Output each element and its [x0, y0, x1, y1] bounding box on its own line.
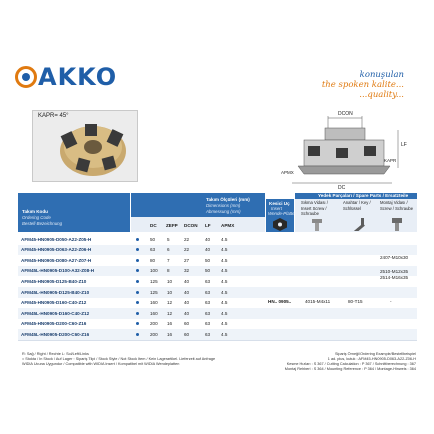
product-table — [18, 193, 417, 350]
mount-dash: - — [390, 299, 392, 304]
row-dc: 63 — [150, 247, 156, 253]
slogan-line-3: ...quality... — [359, 90, 404, 100]
stock-dot-icon — [136, 259, 139, 262]
footer-note-2: = Stokta / In Stock / Auf Lager ◦ Sipariş Tiipi / Stock Style / Not Stock Item / Kein Lagerartikel. Lieferzeit auf Anfrage — [22, 357, 216, 361]
row-zefp: 8 — [167, 268, 170, 274]
row-dcon: 40 — [184, 289, 190, 295]
row-apmx: 4.5 — [221, 300, 228, 306]
dims-title-tr: Takım Ölçüleri (mm) — [206, 197, 250, 202]
row-dc: 200 — [150, 321, 158, 327]
row-dcon: 22 — [184, 236, 190, 242]
brand-name: AKKO — [38, 63, 118, 91]
spare-parts-title: Yedek Parçaları / Spare Parts / Ersatzteile — [318, 193, 409, 198]
stock-dot-icon — [136, 312, 139, 315]
row-dc: 200 — [150, 331, 158, 337]
col-zefp: ZEFP — [166, 223, 178, 228]
insert-title-tr: Kesici Uç — [269, 201, 290, 206]
row-lf: 63 — [205, 300, 211, 306]
row-lf: 63 — [205, 331, 211, 337]
row-zefp: 10 — [167, 278, 173, 284]
row-code: AFM45L-HN0905-D125-B40-Z10 — [21, 289, 90, 295]
col-lf: LF — [205, 223, 211, 228]
row-dc: 125 — [150, 278, 158, 284]
diagram-apmx-label: APMX — [281, 170, 294, 175]
key-title: Anahtar / Key / Schlüssel — [343, 200, 371, 211]
insert-title-en: Insert — [271, 206, 282, 211]
code-title-de: Bestell-Bezeichnung — [22, 221, 63, 226]
screw-code: 4015-M4x11 — [305, 299, 331, 304]
row-code: AFM45L-HN0905-D160-C40-Z12 — [21, 310, 90, 316]
product-photo — [32, 110, 138, 182]
row-dcon: 60 — [184, 321, 190, 327]
insert-code: HN.. 0905.. — [268, 299, 292, 304]
row-code: AFM45-HN0905-D160-C40-Z12 — [21, 300, 87, 306]
diagram-dcon-label: DCON — [338, 111, 353, 117]
row-dcon: 40 — [184, 278, 190, 284]
row-dcon: 32 — [184, 268, 190, 274]
diagram-dc-label: DC — [338, 185, 346, 190]
row-apmx: 4.5 — [221, 331, 228, 337]
slogan-line-1: konuşulan — [359, 70, 404, 80]
row-apmx: 4.5 — [221, 310, 228, 316]
stock-dot-icon — [136, 291, 139, 294]
key-code: 80-T15 — [348, 299, 363, 304]
row-apmx: 4.5 — [221, 321, 228, 327]
row-dc: 125 — [150, 289, 158, 295]
row-code: AFM45-HN0905-D125-B40-Z10 — [21, 278, 87, 284]
row-apmx: 4.5 — [221, 257, 228, 263]
row-dcon: 27 — [184, 257, 190, 263]
row-dc: 100 — [150, 268, 158, 274]
mount-screw-icon — [390, 217, 404, 231]
mount-title: Montaj Vidası / Screw / Schraube — [380, 200, 414, 211]
row-code: AFM45-HN0905-D200-C60-Z16 — [21, 321, 87, 327]
row-zefp: 5 — [167, 236, 170, 242]
row-apmx: 4.5 — [221, 278, 228, 284]
stock-dot-icon — [136, 238, 139, 241]
col-dcon: DCON — [184, 223, 198, 228]
row-zefp: 12 — [167, 300, 173, 306]
mounting-ref: Montaj Rehberi : S 364 / Mounting Reference : P 364 / Montage-Hinweis : 364 — [284, 367, 416, 371]
col-apmx: APMX — [221, 223, 235, 228]
screw-title: Sıkma Vidası / Insert Screw / Schraube — [301, 200, 328, 217]
diagram-lf-label: LF — [401, 142, 407, 148]
insert-title-de: Wende-Platte — [268, 211, 295, 216]
row-lf: 63 — [205, 321, 211, 327]
row-code: AFM45L-HN0905-D100-A32-Z08-H — [21, 268, 95, 274]
row-dc: 50 — [150, 236, 156, 242]
stock-dot-icon — [136, 333, 139, 336]
row-code: AFM45-HN0905-D050-A22-Z05-H — [21, 236, 92, 242]
row-code: AFM45-HN0905-D063-A22-Z06-H — [21, 247, 92, 253]
dims-title-de: Abmessung (mm) — [206, 209, 241, 214]
row-lf: 63 — [205, 289, 211, 295]
mount-code-3: 2514-M16x35 — [380, 275, 409, 280]
row-zefp: 10 — [167, 289, 173, 295]
mount-code-2: 2510-M12x35 — [380, 269, 409, 274]
mount-code-1: 2407-M10x30 — [380, 255, 409, 260]
screw-icon — [310, 217, 324, 231]
row-lf: 50 — [205, 257, 211, 263]
row-dc: 160 — [150, 310, 158, 316]
ordering-example-title: Sipariş Örneği/Ordering Example/Bestellbeispiel — [334, 352, 416, 356]
row-dcon: 60 — [184, 331, 190, 337]
key-icon — [351, 217, 367, 231]
footer-note-3: WIDIA Ucuna Uygundur / Compatible with WIDIA Insert / Kompatibel mit WIDIA Wendeplatten — [22, 362, 180, 366]
row-apmx: 4.5 — [221, 268, 228, 274]
code-title-en: Ordering Code — [22, 215, 51, 220]
row-dc: 160 — [150, 300, 158, 306]
logo-circles-icon — [17, 68, 36, 87]
row-zefp: 12 — [167, 310, 173, 316]
row-lf: 50 — [205, 268, 211, 274]
row-apmx: 4.5 — [221, 289, 228, 295]
row-code: AFM45L-HN0905-D200-C60-Z16 — [21, 331, 90, 337]
slogan-line-2: the spoken kalite... — [321, 80, 404, 90]
row-lf: 63 — [205, 310, 211, 316]
row-apmx: 4.5 — [221, 236, 228, 242]
row-lf: 40 — [205, 236, 211, 242]
row-zefp: 16 — [167, 321, 173, 327]
row-apmx: 4.5 — [221, 247, 228, 253]
stock-dot-icon — [136, 280, 139, 283]
cutter-dimension-diagram — [280, 108, 410, 190]
row-zefp: 6 — [167, 247, 170, 253]
row-dcon: 40 — [184, 300, 190, 306]
footer-note-1: R: Sağ / Right / Rechte L: Sol/Left/Links — [22, 352, 89, 356]
milling-cutter-photo-icon — [33, 111, 137, 181]
col-dc: DC — [150, 223, 157, 228]
code-title-tr: Takım Kodu — [22, 209, 48, 214]
row-lf: 63 — [205, 278, 211, 284]
row-zefp: 16 — [167, 331, 173, 337]
row-lf: 40 — [205, 247, 211, 253]
row-zefp: 7 — [167, 257, 170, 263]
row-dc: 80 — [150, 257, 156, 263]
row-code: AFM45-HN0905-D080-A27-Z07-H — [21, 257, 92, 263]
row-dcon: 40 — [184, 310, 190, 316]
cutting-calc-ref: Kesme Hızları : S 367 / Cutting Calculation : P 367 / Schnittberechnung : 367 — [286, 362, 416, 366]
kapr-label: KAPR= 45° — [38, 113, 69, 119]
diagram-kapr-label: KAPR — [384, 158, 397, 163]
hexagon-insert-icon — [272, 217, 288, 231]
ordering-example: 1 ad. plus, kutuk : AFM45-HN0905-D063-A22-Z06-H — [327, 357, 416, 361]
dims-title-en: Dimensions (mm) — [206, 203, 241, 208]
row-dcon: 22 — [184, 247, 190, 253]
